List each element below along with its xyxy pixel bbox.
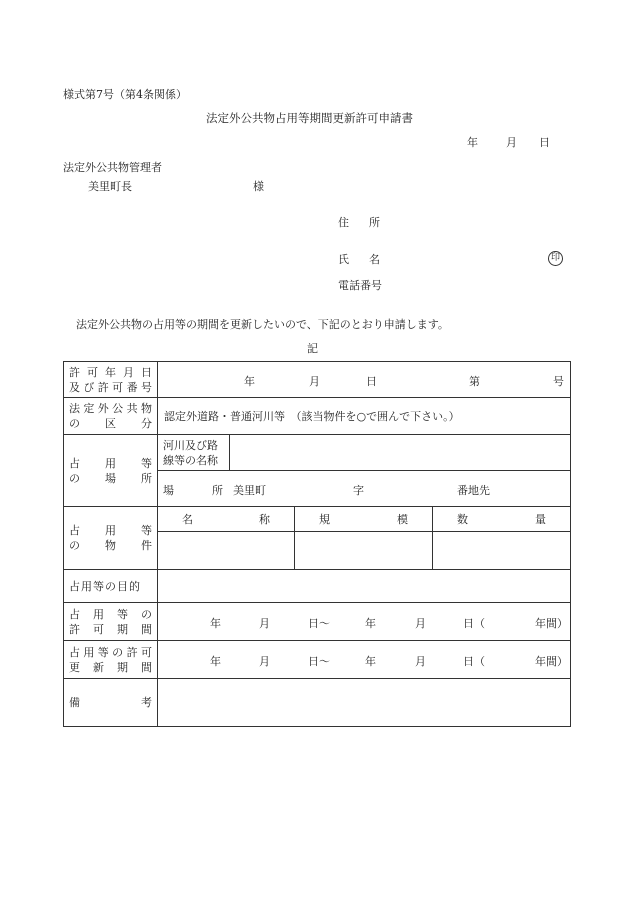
header-char: 数 xyxy=(457,513,468,526)
label-char: 外 xyxy=(97,402,109,415)
label-char: 区 xyxy=(105,417,116,430)
label-char: 許 xyxy=(69,365,80,379)
place-label xyxy=(64,435,158,507)
permit-go: 号 xyxy=(553,374,564,388)
header-char: 名 xyxy=(182,513,193,526)
table-row xyxy=(64,570,571,603)
category-value: 認定外道路・普通河川等 （該当物件を○で囲んで下さい。） xyxy=(164,410,460,423)
basho-label-2: 所 xyxy=(212,483,223,497)
label-char: 占 xyxy=(69,607,80,621)
label-char: 可 xyxy=(140,645,152,659)
renew-label xyxy=(64,641,158,679)
permit-year: 年 xyxy=(244,374,255,388)
object-header-name xyxy=(158,507,295,532)
object-scale-value[interactable] xyxy=(295,532,433,570)
label-char: 等 xyxy=(141,456,152,470)
date-year: 年 xyxy=(467,136,478,149)
label-char: 月 xyxy=(123,365,134,379)
ki-mark: 記 xyxy=(307,342,318,355)
table-row xyxy=(64,679,571,727)
banchi-label: 番地先 xyxy=(457,483,490,497)
period-from-day: 日〜 xyxy=(308,616,330,630)
period-from-year: 年 xyxy=(210,616,221,630)
label-char: 可 xyxy=(112,380,124,394)
label-char: の xyxy=(141,607,152,621)
label-char: 用 xyxy=(83,645,95,659)
table-row xyxy=(64,507,571,532)
period-from-month: 月 xyxy=(259,616,270,630)
seal-mark-icon xyxy=(548,250,563,266)
object-label xyxy=(64,507,158,570)
label-char: 等 xyxy=(97,645,109,659)
label-char: 用 xyxy=(105,524,116,537)
label-char: 更 xyxy=(69,660,80,674)
label-char: 件 xyxy=(141,539,152,552)
period-years: 年間） xyxy=(535,616,568,630)
place-value-cell[interactable] xyxy=(158,471,571,507)
period-label xyxy=(64,603,158,641)
renew-from-day: 日〜 xyxy=(308,654,330,668)
addressee-title: 法定外公共物管理者 xyxy=(63,161,162,174)
object-quantity-value[interactable] xyxy=(433,532,571,570)
renew-to-day: 日（ xyxy=(463,654,485,668)
label-char: 用 xyxy=(105,456,116,470)
label-char: 許 xyxy=(126,645,138,659)
date-month: 月 xyxy=(506,136,517,149)
label-char: 可 xyxy=(87,365,98,379)
river-name-value[interactable] xyxy=(230,435,571,471)
date-line xyxy=(467,134,550,149)
river-name-label xyxy=(158,435,230,471)
label-char: 間 xyxy=(141,660,152,674)
period-value-cell[interactable] xyxy=(158,603,571,641)
label-char: 許 xyxy=(69,622,80,636)
header-char: 称 xyxy=(259,513,270,526)
renew-from-month: 月 xyxy=(259,654,270,668)
document-title: 法定外公共物占用等期間更新許可申請書 xyxy=(206,111,413,125)
addressee-honorific: 様 xyxy=(253,180,264,193)
addressee-name: 美里町長 xyxy=(88,180,132,193)
purpose-value[interactable] xyxy=(158,570,571,603)
purpose-label-text: 占用等の目的 xyxy=(69,579,141,593)
renew-to-month: 月 xyxy=(415,654,426,668)
remarks-label xyxy=(64,679,158,727)
label-char: 物 xyxy=(140,402,152,415)
label-char: 所 xyxy=(141,471,152,485)
label-char: 新 xyxy=(93,660,104,674)
label-char: 考 xyxy=(141,696,152,709)
label-char: 号 xyxy=(140,380,152,394)
label-char: 住 xyxy=(338,216,349,229)
label-char: 占 xyxy=(69,645,80,659)
table-row xyxy=(64,435,571,471)
category-value-cell[interactable] xyxy=(158,398,571,435)
remarks-value[interactable] xyxy=(158,679,571,727)
intro-text: 法定外公共物の占用等の期間を更新したいので、下記のとおり申請します。 xyxy=(76,318,449,331)
label-char: 定 xyxy=(83,402,95,415)
header-char: 模 xyxy=(397,513,408,526)
label-char: 名 xyxy=(369,253,380,266)
label-char: 日 xyxy=(141,365,152,379)
label-char: 共 xyxy=(126,402,138,415)
phone-label: 電話番号 xyxy=(338,279,382,292)
label-char: 期 xyxy=(117,622,128,636)
label-char: 占 xyxy=(69,524,80,537)
label-char: 間 xyxy=(141,622,152,636)
aza-label: 字 xyxy=(353,483,364,497)
label-char: の xyxy=(69,539,80,552)
form-reference: 様式第7号（第4条関係） xyxy=(63,88,187,101)
label-char: 等 xyxy=(117,607,128,621)
label-char: 備 xyxy=(69,696,80,709)
table-row xyxy=(64,362,571,398)
period-to-day: 日（ xyxy=(463,616,485,630)
table-row xyxy=(64,398,571,435)
application-table xyxy=(63,361,571,727)
permit-value-cell[interactable] xyxy=(158,362,571,398)
header-char: 量 xyxy=(535,513,546,526)
river-label-line: 河川及び路 xyxy=(163,438,218,452)
object-header-quantity xyxy=(433,507,571,532)
label-char: の xyxy=(112,645,124,659)
label-char: 分 xyxy=(141,417,152,430)
object-header-scale xyxy=(295,507,433,532)
label-char: 期 xyxy=(117,660,128,674)
town-name: 美里町 xyxy=(233,483,266,497)
label-char: 所 xyxy=(369,216,380,229)
permit-month: 月 xyxy=(309,374,320,388)
renew-from-year: 年 xyxy=(210,654,221,668)
label-char: 等 xyxy=(141,524,152,537)
label-char: び xyxy=(83,380,95,394)
renew-value-cell[interactable] xyxy=(158,641,571,679)
renew-to-year: 年 xyxy=(365,654,376,668)
date-day: 日 xyxy=(539,136,550,149)
name-label xyxy=(338,251,380,267)
label-char: 法 xyxy=(69,402,80,415)
table-row xyxy=(64,641,571,679)
label-char: 可 xyxy=(93,622,104,636)
label-char: 物 xyxy=(105,539,116,552)
label-char: の xyxy=(69,417,80,430)
permit-dai: 第 xyxy=(469,374,480,388)
object-name-value[interactable] xyxy=(158,532,295,570)
permit-label xyxy=(64,362,158,398)
permit-day: 日 xyxy=(366,374,377,388)
river-label-line: 線等の名称 xyxy=(163,453,218,467)
header-char: 規 xyxy=(319,513,330,526)
address-label xyxy=(338,214,380,230)
table-row xyxy=(64,603,571,641)
label-char: の xyxy=(69,471,80,485)
label-char: 用 xyxy=(93,607,104,621)
label-char: 番 xyxy=(126,380,138,394)
period-to-year: 年 xyxy=(365,616,376,630)
basho-label-1: 場 xyxy=(163,483,174,497)
label-char: 許 xyxy=(97,380,109,394)
label-char: 及 xyxy=(69,380,80,394)
label-char: 占 xyxy=(69,456,80,470)
category-label xyxy=(64,398,158,435)
label-char: 年 xyxy=(105,365,116,379)
label-char: 公 xyxy=(112,402,124,415)
renew-years: 年間） xyxy=(535,654,568,668)
label-char: 場 xyxy=(105,471,116,485)
purpose-label xyxy=(64,570,158,603)
seal-text: 印 xyxy=(548,251,563,266)
period-to-month: 月 xyxy=(415,616,426,630)
label-char: 氏 xyxy=(338,253,349,266)
